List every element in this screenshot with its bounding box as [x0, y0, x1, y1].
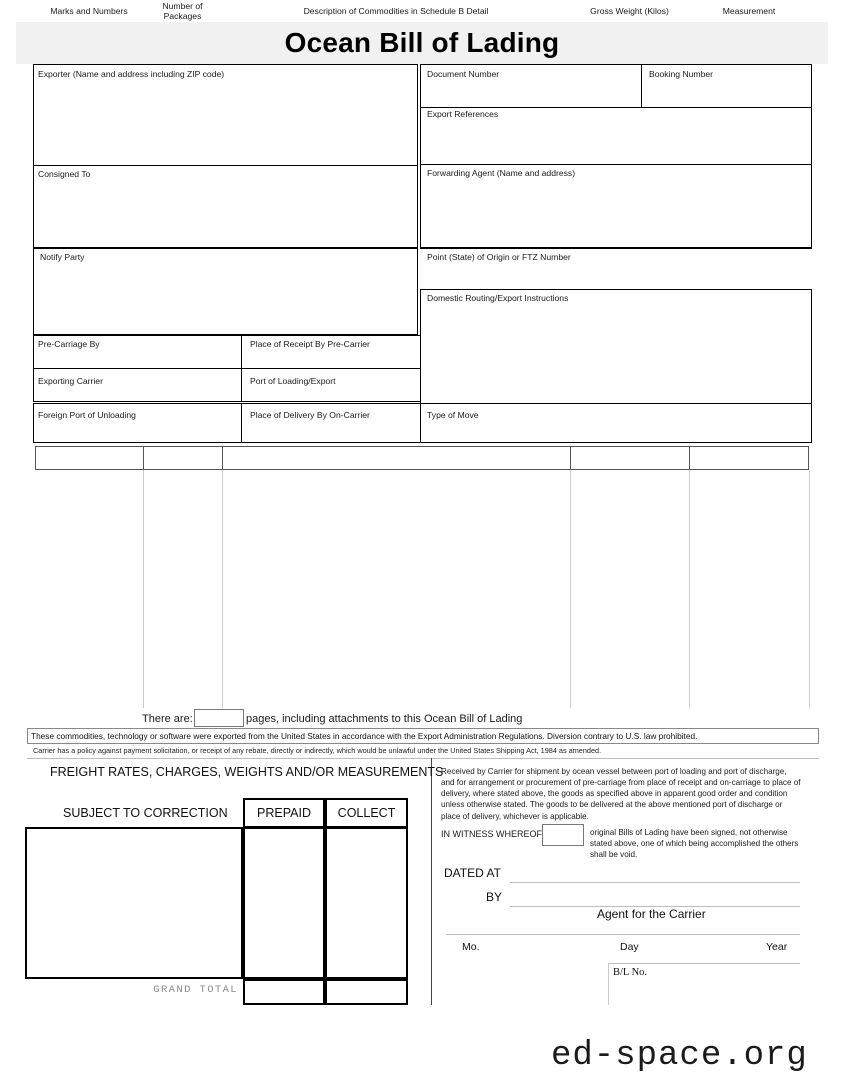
date-row-top-rule [446, 934, 800, 935]
column-header-packages [143, 0, 222, 24]
grand-total-prepaid-input[interactable] [243, 979, 325, 1005]
foreign-port-unloading-field[interactable] [33, 403, 242, 443]
dated-at-label: DATED AT [444, 866, 501, 880]
freight-section-title: FREIGHT RATES, CHARGES, WEIGHTS AND/OR MEASUREMENTS [50, 765, 444, 779]
witness-whereof-label: IN WITNESS WHEREOF [441, 829, 542, 839]
subject-to-correction-label: SUBJECT TO CORRECTION [63, 806, 228, 820]
consigned-to-field[interactable] [33, 165, 418, 248]
forwarding-agent-label: Forwarding Agent (Name and address) [427, 168, 576, 178]
column-divider-1 [143, 446, 144, 470]
notify-party-field[interactable] [33, 248, 418, 335]
exporter-label: Exporter (Name and address including ZIP code) [38, 69, 225, 79]
column-header-marks: Marks and Numbers [50, 6, 128, 17]
witness-whereof-text: original Bills of Lading have been signed, not otherwise stated above, one of which being accomplished the others shall be void. [590, 828, 799, 860]
by-label: BY [486, 890, 503, 904]
export-references-label: Export References [427, 109, 499, 119]
table-cell-marks[interactable] [35, 470, 143, 708]
month-label: Mo. [462, 941, 480, 953]
column-header-packages-line2: Packages [163, 11, 202, 21]
bottom-section-divider [431, 758, 432, 1005]
column-divider-2 [222, 446, 223, 470]
bl-no-label: B/L No. [613, 967, 648, 978]
point-of-origin-top-rule [420, 248, 812, 249]
table-cell-packages[interactable] [144, 470, 222, 708]
pre-carriage-by-label: Pre-Carriage By [38, 339, 100, 349]
notify-party-label: Notify Party [40, 252, 85, 262]
column-divider-4 [689, 446, 690, 470]
consigned-to-label: Consigned To [38, 169, 91, 179]
charges-entry-area[interactable] [25, 827, 243, 979]
column-header-measurement: Measurement [722, 6, 776, 17]
pages-count-input[interactable] [194, 709, 244, 727]
day-label: Day [620, 941, 639, 953]
place-of-delivery-label: Place of Delivery By On-Carrier [250, 410, 370, 420]
column-divider-3 [570, 446, 571, 470]
body-divider-5 [809, 470, 810, 708]
column-header-description: Description of Commodities in Schedule B Detail [303, 6, 489, 17]
grand-total-collect-input[interactable] [325, 979, 408, 1005]
column-header-gross-weight: Gross Weight (Kilos) [590, 6, 669, 17]
domestic-routing-label: Domestic Routing/Export Instructions [427, 293, 569, 303]
collect-label: COLLECT [337, 806, 396, 820]
grand-total-label: GRAND TOTAL [153, 984, 238, 996]
type-of-move-label: Type of Move [427, 410, 479, 420]
port-of-loading-label: Port of Loading/Export [250, 376, 336, 386]
table-cell-measurement[interactable] [690, 470, 809, 708]
type-of-move-field[interactable] [420, 403, 812, 443]
year-label: Year [766, 941, 788, 953]
carrier-receipt-clause: Received by Carrier for shipment by ocean vessel between port of loading and port of discharge, and for arrangement or procurement of pre-carriage from place of receipt and on-carriage to place of delivery, where stated above, the goods as specified above in apparent good order and condition unless otherwise stated. The goods to be delivered at the above mentioned port of discharge or place of delivery, whichever is applicable. [441, 767, 801, 821]
export-statement-text: These commodities, technology or software were exported from the United States in accordance with the Export Administration Regulations. Diversion contrary to U.S. law prohibited. [31, 731, 698, 741]
bl-no-top-rule [608, 963, 800, 964]
exporting-carrier-label: Exporting Carrier [38, 376, 103, 386]
place-of-delivery-field[interactable] [241, 403, 421, 443]
agent-for-carrier-label: Agent for the Carrier [597, 907, 706, 921]
booking-number-label: Booking Number [649, 69, 714, 79]
legal-bottom-rule [27, 758, 819, 759]
pages-suffix-label: pages, including attachments to this Ocean Bill of Lading [246, 713, 523, 725]
form-title-banner [16, 22, 828, 64]
page-title: Ocean Bill of Lading [284, 27, 560, 58]
site-watermark: ed-space.org [551, 1037, 808, 1075]
prepaid-label: PREPAID [257, 806, 311, 820]
pages-prefix-label: There are: [142, 713, 193, 725]
document-number-label: Document Number [427, 69, 500, 79]
bl-no-left-rule [608, 963, 609, 1005]
prepaid-entry-area[interactable] [243, 827, 325, 979]
column-header-packages-line1: Number of [162, 1, 203, 12]
witness-count-input[interactable] [542, 824, 584, 846]
export-statement-box [27, 728, 819, 744]
domestic-routing-field[interactable] [420, 289, 812, 404]
rebate-statement-text: Carrier has a policy against payment solicitation, or receipt of any rebate, directly or indirectly, which would be unlawful under the United States Shipping Act, 1984 as amended. [33, 746, 602, 755]
dated-at-rule [510, 882, 800, 883]
collect-entry-area[interactable] [325, 827, 408, 979]
point-of-origin-label: Point (State) of Origin or FTZ Number [427, 252, 571, 262]
foreign-port-unloading-label: Foreign Port of Unloading [38, 410, 136, 420]
table-cell-description[interactable] [223, 470, 570, 708]
place-of-receipt-label: Place of Receipt By Pre-Carrier [250, 339, 370, 349]
table-cell-gross-weight[interactable] [571, 470, 689, 708]
commodity-table-header [35, 446, 809, 470]
